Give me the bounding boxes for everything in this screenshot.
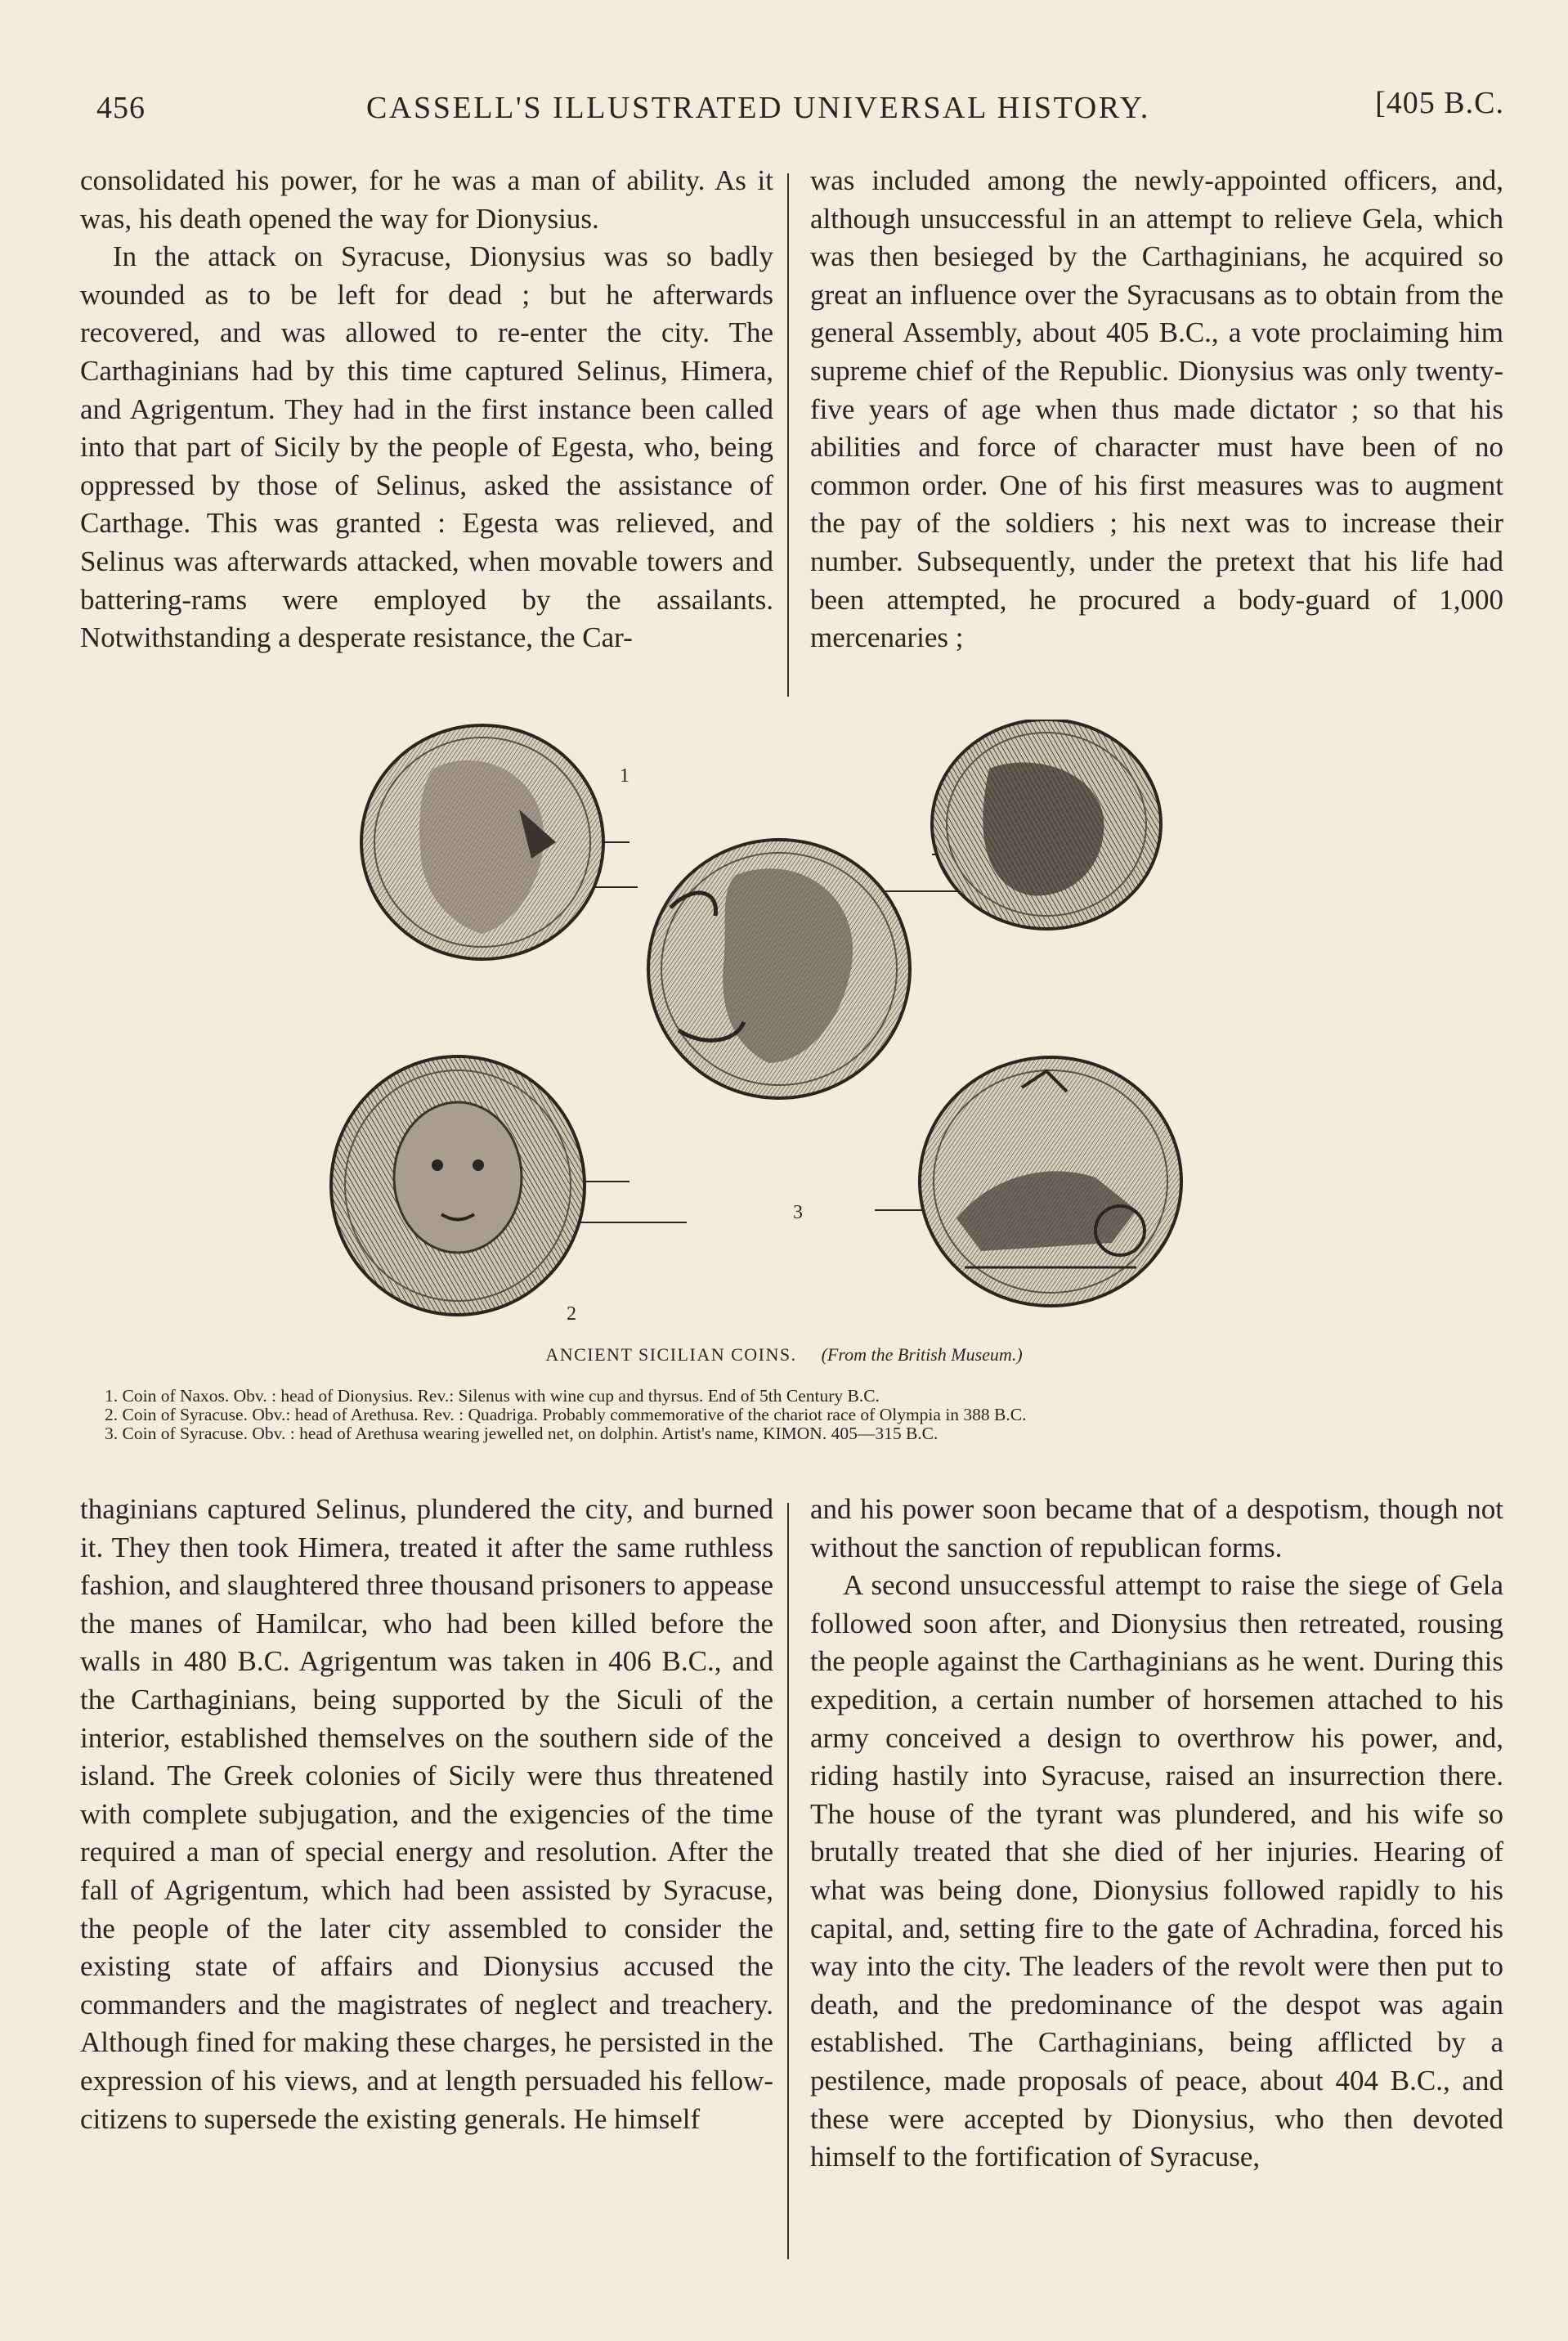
column-rule (787, 173, 789, 697)
coin-1-obverse (361, 725, 603, 959)
paragraph: was included among the newly-appointed officers, and, although unsuccessful in an attempt to relieve Gela, which was then besieged by the Carthaginians, he acquired so great an influence over the Syracusans as to obtain from the general Assembly, about 405 B.C., a vote proclaiming him supreme chief of the Republic. Dionysius was only twenty-five years of age when thus made dictator ; so that his abilities and force of character must have been of no common order. One of his first measures was to augment the pay of the soldiers ; his next was to increase their number. Subsequently, under the pretext that his life had been attempted, he procured a body-guard of 1,000 mercenaries ; (810, 164, 1503, 654)
figure-number-1: 1 (620, 765, 629, 787)
coins-illustration (311, 720, 1275, 1349)
column-top-left (80, 162, 773, 657)
column-bottom-left (80, 1491, 773, 2138)
figure-number-2: 2 (567, 1303, 576, 1325)
coin-2-obverse (331, 1056, 585, 1315)
paragraph: consolidated his power, for he was a man of ability. As it was, his death opened the way for Dionysius. (80, 164, 773, 235)
paragraph: In the attack on Syracuse, Dionysius was so badly wounded as to be left for dead ; but he afterwards recovered, and was allowed to re-enter the city. The Carthaginians had by this time captured Selinus, Himera, and Agrigentum. They had in the first instance been called into that part of Sicily by the people of Egesta, who, being oppressed by those of Selinus, asked the assistance of Carthage. This was granted : Egesta was relieved, and Selinus was afterwards attacked, when movable towers and battering-rams were employed by the assailants. Notwithstanding a desperate resistance, the Car- (80, 240, 773, 654)
column-top-right (810, 162, 1503, 657)
column-rule (787, 1503, 789, 2259)
figure-caption (0, 1344, 1568, 1366)
coin-2-reverse (920, 1057, 1181, 1306)
figure-note: 3. Coin of Syracuse. Obv. : head of Arethusa wearing jewelled net, on dolphin. Artist's name, KIMON. 405—315 B.C. (105, 1424, 939, 1443)
caption-title: ANCIENT SICILIAN COINS. (545, 1344, 797, 1365)
coin-1-reverse (932, 720, 1161, 929)
coin-3-obverse (648, 840, 910, 1098)
paragraph: A second unsuccessful attempt to raise the siege of Gela followed soon after, and Dionysius then retreated, rousing the people against the Carthaginians as he went. During this expedition, a certain number of horsemen attached to his army conceived a design to overthrow his power, and, riding hastily into Syracuse, raised an insurrection there. The house of the tyrant was plundered, and his wife so brutally treated that she died of her injuries. Hearing of what was being done, Dionysius followed rapidly to his capital, and, setting fire to the gate of Achradina, forced his way into the city. The leaders of the revolt were then put to death, and the predominance of the despot was again established. The Carthaginians, being afflicted by a pestilence, made proposals of peace, about 404 B.C., and these were accepted by Dionysius, who then devoted himself to the fortification of Syracuse, (810, 1569, 1503, 2173)
paragraph: and his power soon became that of a despotism, though not without the sanction of republican forms. (810, 1493, 1503, 1563)
coins-figure (311, 720, 1275, 1349)
figure-notes (105, 1387, 1511, 1443)
paragraph: thaginians captured Selinus, plundered the city, and burned it. They then took Himera, treated it after the same ruthless fashion, and slaughtered three thousand prisoners to appease the manes of Hamilcar, who had been killed before the walls in 480 B.C. Agrigentum was taken in 406 B.C., and the Carthaginians, being supported by the Siculi of the interior, established themselves on the southern side of the island. The Greek colonies of Sicily were thus threatened with complete subjugation, and the exigencies of the time required a man of special energy and resolution. After the fall of Agrigentum, which had been assisted by Syracuse, the people of the later city assembled to consider the existing state of affairs and Dionysius accused the commanders and the magistrates of neglect and treachery. Although fined for making these charges, he persisted in the expression of his views, and at length persuaded his fellow-citizens to supersede the existing generals. He himself (80, 1493, 773, 2135)
figure-note: 2. Coin of Syracuse. Obv.: head of Arethusa. Rev. : Quadriga. Probably commemorative of the chariot race of Olympia in 388 B.C. (105, 1405, 1027, 1424)
header-date: [405 B.C. (1375, 86, 1504, 120)
figure-number-3: 3 (793, 1202, 803, 1223)
page-number: 456 (96, 91, 146, 125)
caption-source: (From the British Museum.) (821, 1344, 1023, 1365)
column-bottom-right (810, 1491, 1503, 2177)
figure-note: 1. Coin of Naxos. Obv. : head of Dionysius. Rev.: Silenus with wine cup and thyrsus. End of 5th Century B.C. (105, 1386, 880, 1406)
running-head (96, 82, 1504, 131)
book-title: CASSELL'S ILLUSTRATED UNIVERSAL HISTORY. (366, 91, 1150, 125)
